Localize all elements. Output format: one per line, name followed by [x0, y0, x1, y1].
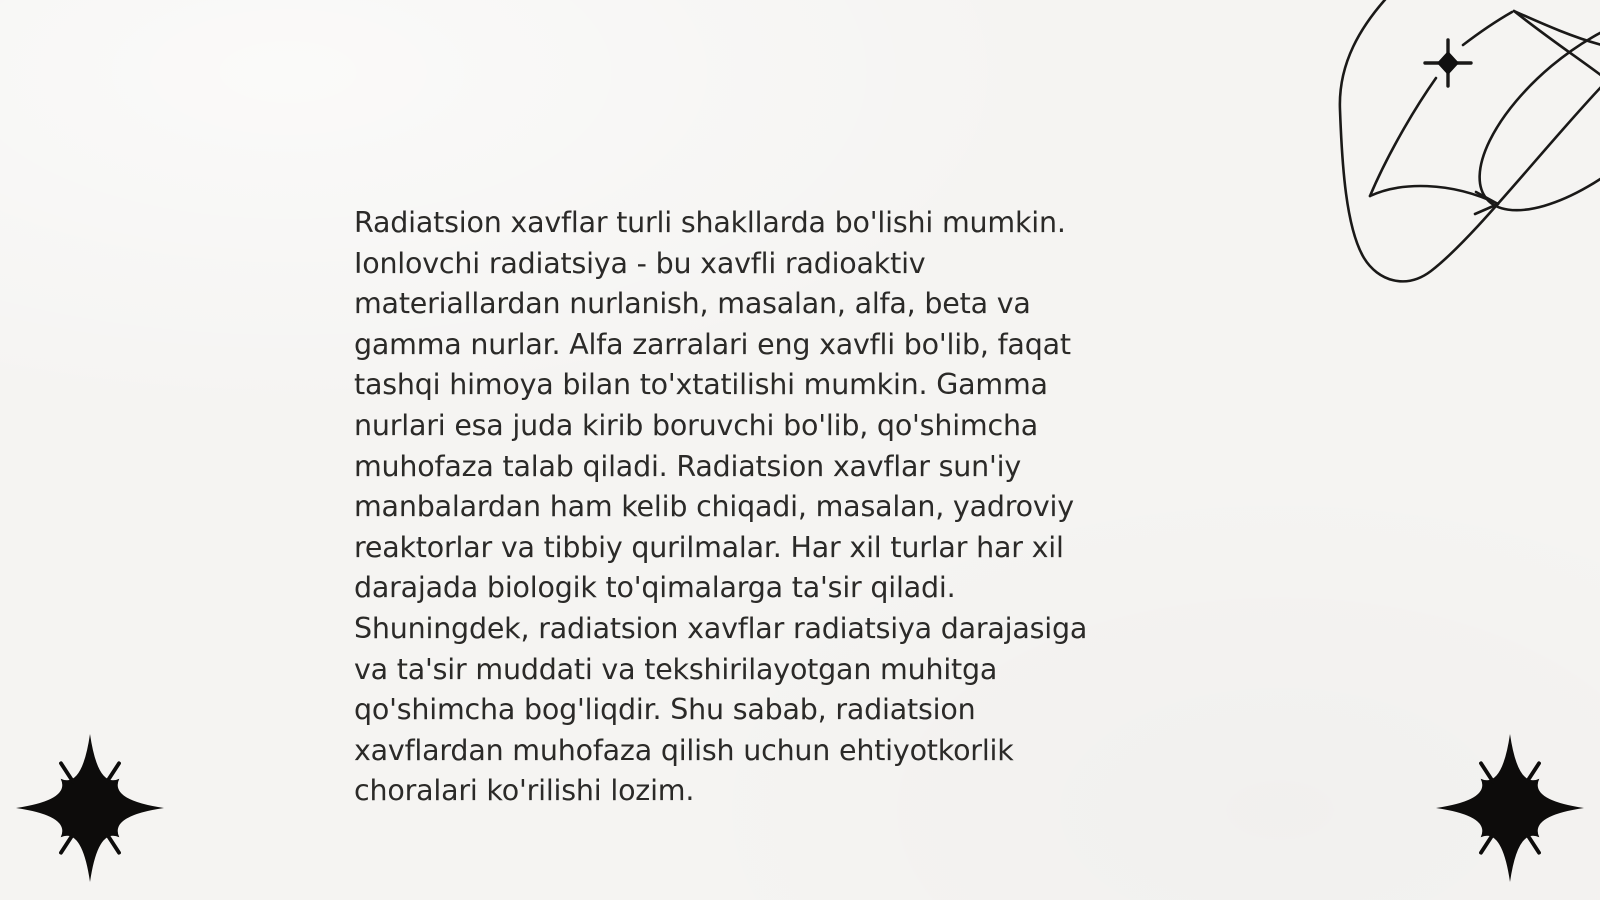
sparkle-center	[1437, 51, 1459, 75]
text-line: materiallardan nurlanish, masalan, alfa, beta va	[354, 287, 1031, 321]
text-line: choralari ko'rilishi lozim.	[354, 774, 695, 808]
text-line: xavflardan muhofaza qilish uchun ehtiyotkorlik	[354, 733, 1014, 767]
text-line: nurlari esa juda kirib boruvchi bo'lib, qo'shimcha	[354, 408, 1039, 442]
text-line: tashqi himoya bilan to'xtatilishi mumkin. Gamma	[354, 368, 1048, 402]
text-line: manbalardan ham kelib chiqadi, masalan, yadroviy	[354, 490, 1074, 524]
text-line: darajada biologik to'qimalarga ta'sir qiladi.	[354, 571, 956, 605]
text-line: Shuningdek, radiatsion xavflar radiatsiya darajasiga	[354, 611, 1088, 645]
orbit-sketch-icon	[1300, 0, 1600, 292]
text-line: reaktorlar va tibbiy qurilmalar. Har xil turlar har xil	[354, 530, 1064, 564]
text-line: va ta'sir muddati va tekshirilayotgan muhitga	[354, 652, 998, 686]
body-text-block	[354, 203, 1087, 812]
text-line: Ionlovchi radiatsiya - bu xavfli radioaktiv	[354, 246, 926, 280]
text-line: Radiatsion xavflar turli shakllarda bo'lishi mumkin.	[354, 206, 1066, 239]
text-line: muhofaza talab qiladi. Radiatsion xavflar sun'iy	[354, 449, 1021, 483]
text-line: gamma nurlar. Alfa zarralari eng xavfli bo'lib, faqat	[354, 327, 1071, 361]
starburst-left-icon	[16, 734, 164, 882]
text-line: qo'shimcha bog'liqdir. Shu sabab, radiatsion	[354, 693, 976, 727]
starburst-right-icon	[1436, 734, 1584, 882]
